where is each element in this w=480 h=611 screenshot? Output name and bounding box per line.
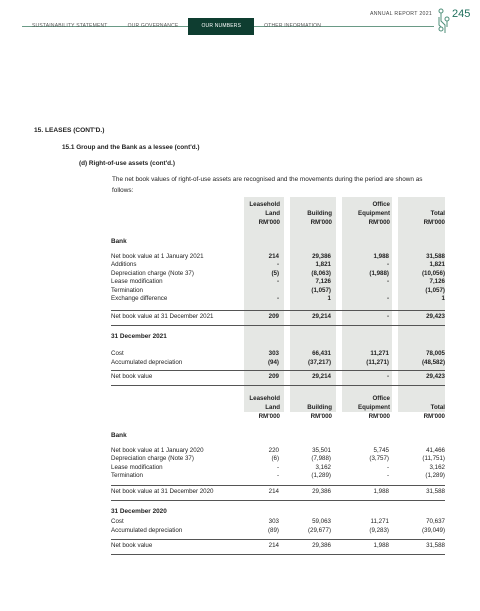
column-header-total: Total RM'000 xyxy=(423,404,445,420)
table-row xyxy=(111,295,445,304)
row-label: Additions xyxy=(111,261,137,269)
row-value: 7,126 xyxy=(429,278,445,286)
row-label: Net book value at 1 January 2020 xyxy=(111,447,204,454)
row-value: 31,588 xyxy=(426,253,445,260)
section-nav xyxy=(22,18,331,35)
table-rule xyxy=(111,554,445,555)
table-rule xyxy=(111,310,445,311)
row-value: 5,745 xyxy=(373,447,389,454)
row-value: (7,988) xyxy=(311,455,331,463)
nbv-row-2021: Net book value 209 29,214 - 29,423 xyxy=(111,373,445,380)
row-label: Net book value at 1 January 2021 xyxy=(111,253,204,260)
table-rule xyxy=(111,370,445,371)
nbv-row-2020: Net book value 214 29,386 1,988 31,588 xyxy=(111,542,445,549)
row-value: (8,063) xyxy=(311,269,331,277)
row-value: 29,386 xyxy=(312,253,331,260)
row-value: - xyxy=(386,472,389,480)
closing-row-2020: Net book value at 31 December 2020 214 29,386 1,988 31,588 xyxy=(111,488,445,495)
row-value: (5) xyxy=(271,269,279,277)
row-value: - xyxy=(276,463,279,471)
table-rule xyxy=(111,385,445,386)
row-label: Lease modification xyxy=(111,463,163,471)
depreciation-row-2021: Accumulated depreciation (94) (37,217) (11,271) (48,582) xyxy=(111,359,445,366)
intro-paragraph: The net book values of right-of-use assets are recognised and the movements during the period are shown as follows: xyxy=(112,176,423,194)
cost-row-2020: Cost 303 59,063 11,271 70,637 xyxy=(111,518,445,525)
row-value: - xyxy=(276,472,279,480)
item-heading: (d) Right-of-use assets (cont'd.) xyxy=(79,160,175,167)
row-value: 35,501 xyxy=(312,447,331,454)
row-label: Termination xyxy=(111,286,143,294)
row-value: 1 xyxy=(441,295,445,302)
section-heading: 15. LEASES (CONT'D.) xyxy=(34,127,105,134)
date-label-2020: 31 December 2020 xyxy=(111,508,167,515)
row-value: 1,821 xyxy=(429,261,445,269)
row-value: 7,126 xyxy=(315,278,331,286)
table-rule xyxy=(111,500,445,501)
row-value: (10,056) xyxy=(421,269,445,277)
row-value: (6) xyxy=(271,455,279,463)
cost-row-2021: Cost 303 66,431 11,271 78,005 xyxy=(111,350,445,357)
subsection-heading: 15.1 Group and the Bank as a lessee (cont'd.) xyxy=(62,144,200,151)
row-value: 3,162 xyxy=(315,463,331,471)
date-label-2021: 31 December 2021 xyxy=(111,333,167,340)
column-header-office: Office Equipment RM'000 xyxy=(358,201,390,226)
tab-our-numbers[interactable]: OUR NUMBERS xyxy=(188,18,254,35)
entity-label: Bank xyxy=(111,238,127,245)
row-value: 1,821 xyxy=(315,261,331,269)
row-value: - xyxy=(386,278,389,286)
row-label: Exchange difference xyxy=(111,295,168,302)
row-value: - xyxy=(276,261,279,269)
table-rule xyxy=(111,485,445,486)
table-rule xyxy=(111,539,445,540)
column-header-leasehold: Leasehold Land RM'000 xyxy=(249,201,280,226)
row-value: 1,988 xyxy=(373,253,389,260)
tab-our-governance[interactable]: OUR GOVERNANCE xyxy=(127,23,179,29)
row-value: 3,162 xyxy=(429,463,445,471)
circuit-decoration-icon xyxy=(437,7,451,35)
column-header-total: Total RM'000 xyxy=(423,210,445,226)
row-value: - xyxy=(386,295,389,302)
page-number: 245 xyxy=(452,8,471,20)
column-header-building: Building RM'000 xyxy=(307,404,332,420)
column-header-leasehold: Leasehold Land RM'000 xyxy=(249,395,280,420)
row-value: - xyxy=(276,278,279,286)
tab-other-information[interactable]: OTHER INFORMATION xyxy=(264,23,322,29)
row-label: Termination xyxy=(111,472,143,480)
row-value: 220 xyxy=(268,447,279,454)
report-title: ANNUAL REPORT 2021 xyxy=(370,11,433,17)
table-row xyxy=(111,472,445,481)
row-value: (1,057) xyxy=(311,286,331,294)
table-rule xyxy=(111,325,445,326)
row-label: Depreciation charge (Note 37) xyxy=(111,455,194,463)
row-value: - xyxy=(386,261,389,269)
row-value: - xyxy=(386,463,389,471)
row-value: (1,289) xyxy=(311,472,331,480)
tab-sustainability-statement[interactable]: SUSTAINABILITY STATEMENT xyxy=(32,23,108,29)
row-label: Depreciation charge (Note 37) xyxy=(111,269,194,277)
row-value: (1,289) xyxy=(425,472,445,480)
row-value: - xyxy=(276,295,279,302)
row-value: (3,757) xyxy=(369,455,389,463)
row-label: Lease modification xyxy=(111,278,163,286)
column-header-office: Office Equipment RM'000 xyxy=(358,395,390,420)
entity-label: Bank xyxy=(111,432,127,439)
row-value: (1,057) xyxy=(425,286,445,294)
row-value: 1 xyxy=(327,295,331,302)
depreciation-row-2020: Accumulated depreciation (89) (29,677) (9,283) (39,049) xyxy=(111,527,445,534)
closing-row-2021: Net book value at 31 December 2021 209 29,214 - 29,423 xyxy=(111,313,445,320)
column-header-building: Building RM'000 xyxy=(307,210,332,226)
row-value: 41,466 xyxy=(426,447,445,454)
row-value: (1,988) xyxy=(369,269,389,277)
row-value: 214 xyxy=(268,253,279,260)
row-value: (11,751) xyxy=(422,455,445,463)
